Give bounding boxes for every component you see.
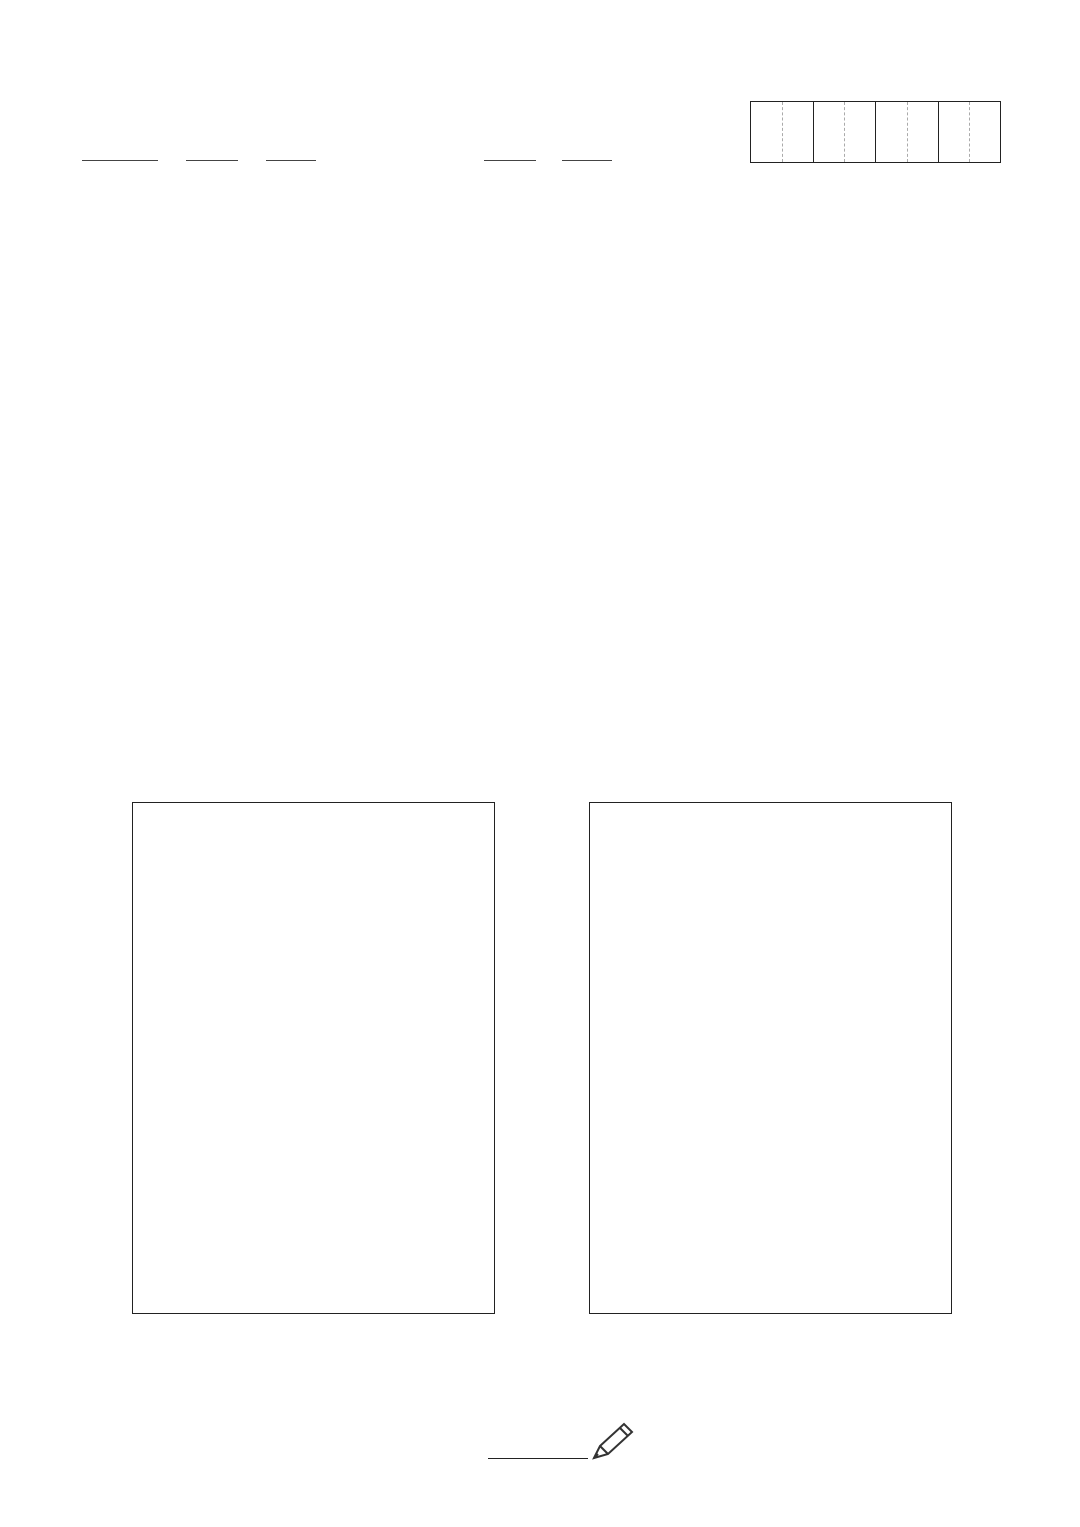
- month-blank[interactable]: [186, 160, 238, 161]
- name-box[interactable]: [876, 102, 939, 162]
- page-underline: [488, 1458, 588, 1459]
- grade-blank[interactable]: [484, 160, 536, 161]
- pen-icon: [590, 1420, 636, 1462]
- class-blank[interactable]: [562, 160, 612, 161]
- name-box[interactable]: [939, 102, 1001, 162]
- name-box[interactable]: [751, 102, 814, 162]
- year-blank[interactable]: [82, 160, 158, 161]
- poem-model-grid: [132, 802, 495, 1314]
- name-boxes[interactable]: [750, 101, 1001, 163]
- day-blank[interactable]: [266, 160, 316, 161]
- name-box[interactable]: [814, 102, 877, 162]
- blank-practice-grid: [589, 802, 952, 1314]
